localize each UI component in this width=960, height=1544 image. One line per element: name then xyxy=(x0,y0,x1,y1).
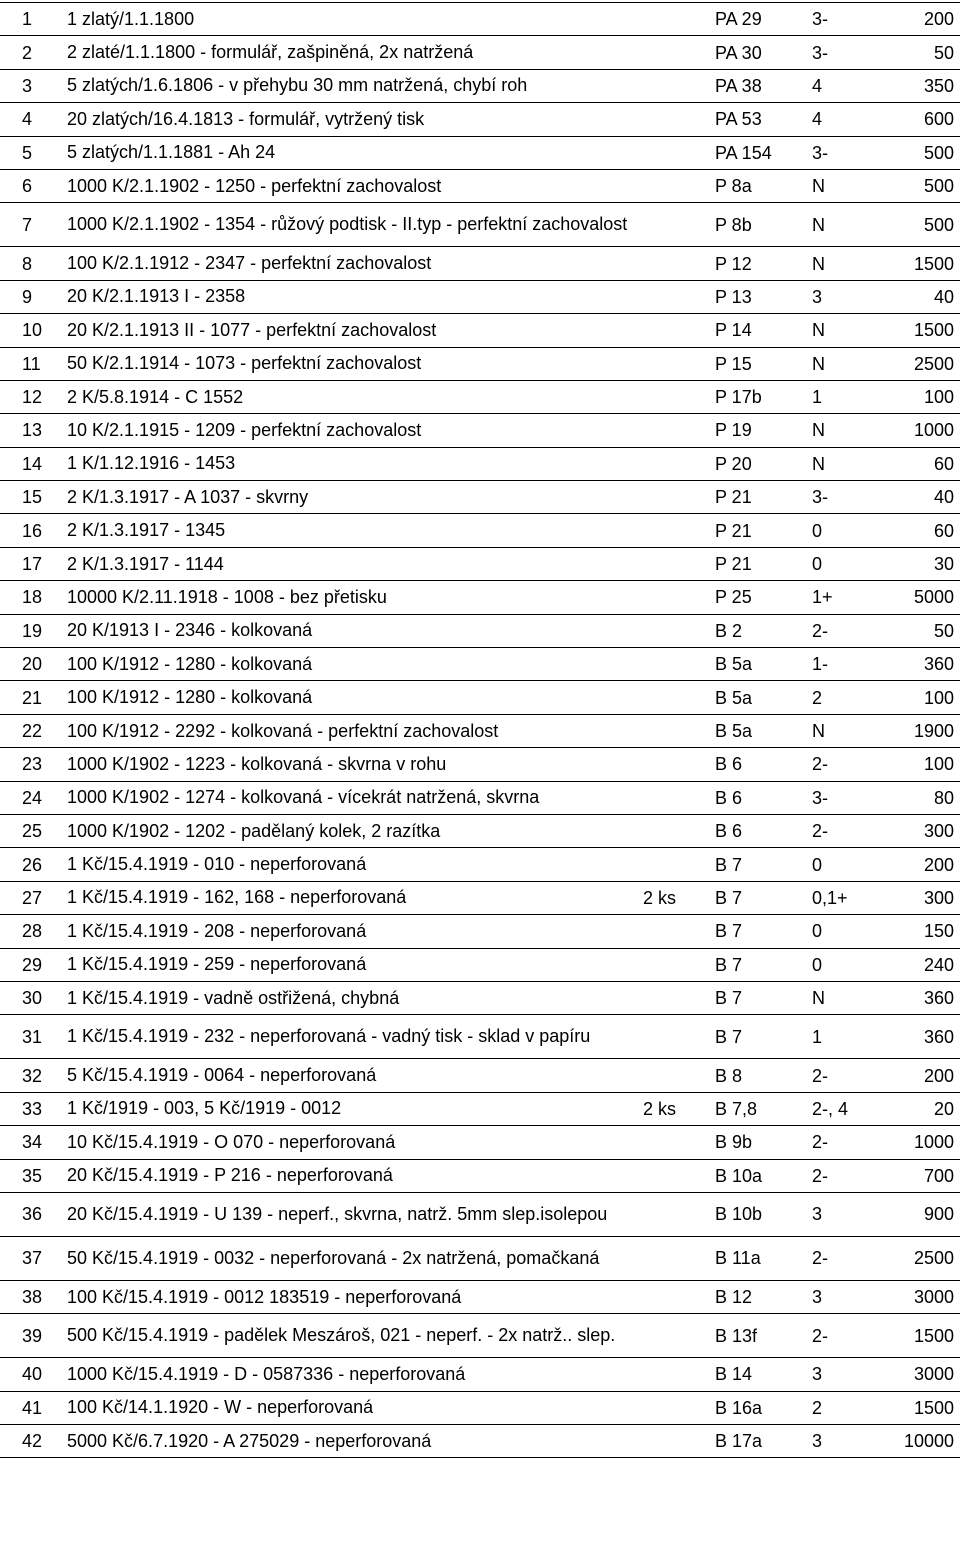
condition-grade: 1 xyxy=(808,380,874,413)
condition-grade: N xyxy=(808,981,874,1014)
condition-grade: 2- xyxy=(808,1159,874,1192)
item-quantity xyxy=(639,1425,711,1458)
item-price: 500 xyxy=(874,136,960,169)
lot-number: 12 xyxy=(0,380,63,413)
catalog-number: B 7 xyxy=(711,981,808,1014)
table-row xyxy=(0,1358,960,1391)
item-quantity xyxy=(639,1236,711,1280)
table-row xyxy=(0,414,960,447)
item-price: 200 xyxy=(874,3,960,36)
item-quantity xyxy=(639,714,711,747)
lot-number: 27 xyxy=(0,881,63,914)
table-row xyxy=(0,169,960,202)
item-description: 2 K/1.3.1917 - A 1037 - skvrny xyxy=(63,481,639,514)
condition-grade: 2 xyxy=(808,681,874,714)
catalog-number: B 17a xyxy=(711,1425,808,1458)
item-description: 100 K/1912 - 2292 - kolkovaná - perfektní zachovalost xyxy=(63,714,639,747)
lot-number: 8 xyxy=(0,247,63,280)
item-price: 10000 xyxy=(874,1425,960,1458)
table-row xyxy=(0,881,960,914)
item-price: 100 xyxy=(874,681,960,714)
item-quantity xyxy=(639,1126,711,1159)
item-description: 1 Kč/15.4.1919 - 010 - neperforovaná xyxy=(63,848,639,881)
item-description: 100 Kč/15.4.1919 - 0012 183519 - neperforovaná xyxy=(63,1280,639,1313)
table-row xyxy=(0,1425,960,1458)
item-description: 20 K/2.1.1913 I - 2358 xyxy=(63,280,639,313)
item-price: 2500 xyxy=(874,1236,960,1280)
item-price: 1900 xyxy=(874,714,960,747)
item-price: 40 xyxy=(874,481,960,514)
table-row xyxy=(0,1236,960,1280)
lot-number: 15 xyxy=(0,481,63,514)
lot-number: 10 xyxy=(0,314,63,347)
lot-number: 25 xyxy=(0,814,63,847)
item-description: 1 K/1.12.1916 - 1453 xyxy=(63,447,639,480)
item-quantity xyxy=(639,948,711,981)
item-price: 200 xyxy=(874,1059,960,1092)
lot-number: 14 xyxy=(0,447,63,480)
lot-number: 33 xyxy=(0,1092,63,1125)
condition-grade: 1 xyxy=(808,1015,874,1059)
condition-grade: 3- xyxy=(808,481,874,514)
table-row xyxy=(0,280,960,313)
item-description: 1000 Kč/15.4.1919 - D - 0587336 - neperforovaná xyxy=(63,1358,639,1391)
item-quantity xyxy=(639,347,711,380)
table-row xyxy=(0,781,960,814)
condition-grade: 0 xyxy=(808,915,874,948)
catalog-number: P 8b xyxy=(711,203,808,247)
lot-number: 35 xyxy=(0,1159,63,1192)
item-quantity: 2 ks xyxy=(639,1092,711,1125)
lot-number: 39 xyxy=(0,1314,63,1358)
item-description: 1 Kč/15.4.1919 - vadně ostřižená, chybná xyxy=(63,981,639,1014)
item-quantity xyxy=(639,1314,711,1358)
catalog-number: B 5a xyxy=(711,681,808,714)
catalog-number: B 16a xyxy=(711,1391,808,1424)
catalog-number: B 6 xyxy=(711,781,808,814)
table-row xyxy=(0,948,960,981)
catalog-number: P 12 xyxy=(711,247,808,280)
table-row xyxy=(0,748,960,781)
lot-number: 5 xyxy=(0,136,63,169)
table-row xyxy=(0,915,960,948)
catalog-number: P 15 xyxy=(711,347,808,380)
item-description: 1000 K/2.1.1902 - 1250 - perfektní zachovalost xyxy=(63,169,639,202)
lot-number: 7 xyxy=(0,203,63,247)
item-price: 1000 xyxy=(874,414,960,447)
item-quantity xyxy=(639,614,711,647)
item-quantity xyxy=(639,314,711,347)
condition-grade: N xyxy=(808,447,874,480)
lot-number: 1 xyxy=(0,3,63,36)
catalog-number: B 13f xyxy=(711,1314,808,1358)
table-row xyxy=(0,347,960,380)
item-price: 300 xyxy=(874,814,960,847)
catalog-number: B 7 xyxy=(711,948,808,981)
banknote-catalog-table xyxy=(0,2,960,1458)
catalog-number: P 19 xyxy=(711,414,808,447)
item-price: 3000 xyxy=(874,1280,960,1313)
item-quantity xyxy=(639,447,711,480)
catalog-number: B 10b xyxy=(711,1192,808,1236)
catalog-number: P 21 xyxy=(711,514,808,547)
lot-number: 41 xyxy=(0,1391,63,1424)
condition-grade: 3 xyxy=(808,1280,874,1313)
item-description: 5 Kč/15.4.1919 - 0064 - neperforovaná xyxy=(63,1059,639,1092)
lot-number: 16 xyxy=(0,514,63,547)
lot-number: 23 xyxy=(0,748,63,781)
item-quantity xyxy=(639,1015,711,1059)
item-description: 5000 Kč/6.7.1920 - A 275029 - neperforovaná xyxy=(63,1425,639,1458)
table-row xyxy=(0,648,960,681)
item-description: 100 K/1912 - 1280 - kolkovaná xyxy=(63,681,639,714)
item-description: 2 K/1.3.1917 - 1345 xyxy=(63,514,639,547)
item-price: 100 xyxy=(874,380,960,413)
catalog-number: B 5a xyxy=(711,648,808,681)
condition-grade: 3- xyxy=(808,136,874,169)
catalog-number: PA 29 xyxy=(711,3,808,36)
condition-grade: N xyxy=(808,203,874,247)
item-quantity xyxy=(639,781,711,814)
condition-grade: 1+ xyxy=(808,581,874,614)
item-price: 300 xyxy=(874,881,960,914)
item-description: 20 K/1913 I - 2346 - kolkovaná xyxy=(63,614,639,647)
item-quantity xyxy=(639,247,711,280)
item-quantity: 2 ks xyxy=(639,881,711,914)
item-quantity xyxy=(639,136,711,169)
item-description: 1000 K/1902 - 1274 - kolkovaná - vícekrát natržená, skvrna xyxy=(63,781,639,814)
condition-grade: 2-, 4 xyxy=(808,1092,874,1125)
item-price: 1500 xyxy=(874,1391,960,1424)
catalog-number: PA 154 xyxy=(711,136,808,169)
condition-grade: 3 xyxy=(808,1425,874,1458)
table-row xyxy=(0,1192,960,1236)
item-price: 1500 xyxy=(874,247,960,280)
catalog-number: P 14 xyxy=(711,314,808,347)
condition-grade: 2- xyxy=(808,814,874,847)
item-price: 50 xyxy=(874,36,960,69)
catalog-number: P 21 xyxy=(711,547,808,580)
item-quantity xyxy=(639,748,711,781)
condition-grade: 3 xyxy=(808,1192,874,1236)
item-price: 100 xyxy=(874,748,960,781)
table-row xyxy=(0,3,960,36)
item-description: 20 zlatých/16.4.1813 - formulář, vytržený tisk xyxy=(63,103,639,136)
catalog-number: P 8a xyxy=(711,169,808,202)
table-row xyxy=(0,547,960,580)
item-price: 5000 xyxy=(874,581,960,614)
item-price: 900 xyxy=(874,1192,960,1236)
item-price: 40 xyxy=(874,280,960,313)
table-row xyxy=(0,1059,960,1092)
table-row xyxy=(0,1159,960,1192)
catalog-number: PA 38 xyxy=(711,69,808,102)
lot-number: 37 xyxy=(0,1236,63,1280)
condition-grade: 3- xyxy=(808,3,874,36)
table-row xyxy=(0,1092,960,1125)
item-price: 600 xyxy=(874,103,960,136)
catalog-number: B 7 xyxy=(711,1015,808,1059)
condition-grade: 2- xyxy=(808,1236,874,1280)
item-quantity xyxy=(639,380,711,413)
catalog-number: B 6 xyxy=(711,748,808,781)
condition-grade: N xyxy=(808,169,874,202)
condition-grade: 4 xyxy=(808,69,874,102)
item-description: 1000 K/2.1.1902 - 1354 - růžový podtisk - II.typ - perfektní zachovalost xyxy=(63,203,639,247)
lot-number: 21 xyxy=(0,681,63,714)
table-row xyxy=(0,514,960,547)
condition-grade: 0 xyxy=(808,547,874,580)
catalog-number: B 11a xyxy=(711,1236,808,1280)
lot-number: 30 xyxy=(0,981,63,1014)
table-row xyxy=(0,36,960,69)
lot-number: 22 xyxy=(0,714,63,747)
table-row xyxy=(0,136,960,169)
item-description: 1 Kč/1919 - 003, 5 Kč/1919 - 0012 xyxy=(63,1092,639,1125)
item-description: 1 Kč/15.4.1919 - 208 - neperforovaná xyxy=(63,915,639,948)
table-row xyxy=(0,848,960,881)
item-quantity xyxy=(639,1159,711,1192)
item-price: 1000 xyxy=(874,1126,960,1159)
catalog-table-body xyxy=(0,3,960,1458)
item-price: 500 xyxy=(874,203,960,247)
item-description: 100 Kč/14.1.1920 - W - neperforovaná xyxy=(63,1391,639,1424)
lot-number: 3 xyxy=(0,69,63,102)
catalog-number: B 8 xyxy=(711,1059,808,1092)
condition-grade: N xyxy=(808,247,874,280)
item-price: 1500 xyxy=(874,314,960,347)
table-row xyxy=(0,1126,960,1159)
condition-grade: 1- xyxy=(808,648,874,681)
item-description: 1000 K/1902 - 1202 - padělaný kolek, 2 razítka xyxy=(63,814,639,847)
item-description: 10000 K/2.11.1918 - 1008 - bez přetisku xyxy=(63,581,639,614)
lot-number: 32 xyxy=(0,1059,63,1092)
item-price: 1500 xyxy=(874,1314,960,1358)
item-price: 3000 xyxy=(874,1358,960,1391)
item-price: 500 xyxy=(874,169,960,202)
item-price: 200 xyxy=(874,848,960,881)
item-description: 100 K/1912 - 1280 - kolkovaná xyxy=(63,648,639,681)
catalog-number: B 7 xyxy=(711,848,808,881)
catalog-number: PA 30 xyxy=(711,36,808,69)
item-quantity xyxy=(639,547,711,580)
catalog-number: B 5a xyxy=(711,714,808,747)
condition-grade: N xyxy=(808,347,874,380)
table-row xyxy=(0,447,960,480)
item-description: 500 Kč/15.4.1919 - padělek Meszároš, 021 - neperf. - 2x natrž.. slep. xyxy=(63,1314,639,1358)
item-quantity xyxy=(639,814,711,847)
table-row xyxy=(0,581,960,614)
lot-number: 36 xyxy=(0,1192,63,1236)
lot-number: 34 xyxy=(0,1126,63,1159)
item-quantity xyxy=(639,1391,711,1424)
item-quantity xyxy=(639,581,711,614)
table-row xyxy=(0,314,960,347)
lot-number: 18 xyxy=(0,581,63,614)
catalog-number: PA 53 xyxy=(711,103,808,136)
table-row xyxy=(0,714,960,747)
lot-number: 42 xyxy=(0,1425,63,1458)
condition-grade: 2- xyxy=(808,1059,874,1092)
table-row xyxy=(0,1015,960,1059)
item-price: 240 xyxy=(874,948,960,981)
lot-number: 9 xyxy=(0,280,63,313)
condition-grade: 4 xyxy=(808,103,874,136)
lot-number: 29 xyxy=(0,948,63,981)
table-row xyxy=(0,614,960,647)
table-row xyxy=(0,681,960,714)
catalog-number: B 7 xyxy=(711,915,808,948)
lot-number: 19 xyxy=(0,614,63,647)
condition-grade: 0 xyxy=(808,848,874,881)
lot-number: 40 xyxy=(0,1358,63,1391)
item-description: 10 K/2.1.1915 - 1209 - perfektní zachovalost xyxy=(63,414,639,447)
item-description: 2 K/5.8.1914 - C 1552 xyxy=(63,380,639,413)
item-quantity xyxy=(639,280,711,313)
item-description: 10 Kč/15.4.1919 - O 070 - neperforovaná xyxy=(63,1126,639,1159)
item-quantity xyxy=(639,1358,711,1391)
catalog-number: B 6 xyxy=(711,814,808,847)
item-description: 1 Kč/15.4.1919 - 232 - neperforovaná - vadný tisk - sklad v papíru xyxy=(63,1015,639,1059)
item-description: 50 Kč/15.4.1919 - 0032 - neperforovaná - 2x natržená, pomačkaná xyxy=(63,1236,639,1280)
item-description: 100 K/2.1.1912 - 2347 - perfektní zachovalost xyxy=(63,247,639,280)
item-quantity xyxy=(639,69,711,102)
condition-grade: 0 xyxy=(808,514,874,547)
table-row xyxy=(0,1391,960,1424)
condition-grade: 2- xyxy=(808,748,874,781)
item-price: 360 xyxy=(874,1015,960,1059)
item-quantity xyxy=(639,36,711,69)
lot-number: 4 xyxy=(0,103,63,136)
lot-number: 31 xyxy=(0,1015,63,1059)
item-description: 20 Kč/15.4.1919 - U 139 - neperf., skvrna, natrž. 5mm slep.isolepou xyxy=(63,1192,639,1236)
table-row xyxy=(0,380,960,413)
catalog-number: B 2 xyxy=(711,614,808,647)
lot-number: 38 xyxy=(0,1280,63,1313)
table-row xyxy=(0,103,960,136)
lot-number: 28 xyxy=(0,915,63,948)
item-quantity xyxy=(639,681,711,714)
table-row xyxy=(0,69,960,102)
item-price: 360 xyxy=(874,981,960,1014)
item-description: 20 Kč/15.4.1919 - P 216 - neperforovaná xyxy=(63,1159,639,1192)
lot-number: 17 xyxy=(0,547,63,580)
item-description: 1000 K/1902 - 1223 - kolkovaná - skvrna v rohu xyxy=(63,748,639,781)
item-quantity xyxy=(639,915,711,948)
item-price: 20 xyxy=(874,1092,960,1125)
item-description: 1 Kč/15.4.1919 - 162, 168 - neperforovaná xyxy=(63,881,639,914)
item-quantity xyxy=(639,981,711,1014)
lot-number: 20 xyxy=(0,648,63,681)
item-description: 2 zlaté/1.1.1800 - formulář, zašpiněná, 2x natržená xyxy=(63,36,639,69)
condition-grade: 2 xyxy=(808,1391,874,1424)
table-row xyxy=(0,481,960,514)
item-price: 50 xyxy=(874,614,960,647)
lot-number: 24 xyxy=(0,781,63,814)
item-quantity xyxy=(639,103,711,136)
condition-grade: 3 xyxy=(808,1358,874,1391)
item-price: 700 xyxy=(874,1159,960,1192)
catalog-number: B 12 xyxy=(711,1280,808,1313)
condition-grade: 0,1+ xyxy=(808,881,874,914)
condition-grade: 3- xyxy=(808,36,874,69)
condition-grade: N xyxy=(808,714,874,747)
item-description: 1 zlatý/1.1.1800 xyxy=(63,3,639,36)
catalog-number: P 13 xyxy=(711,280,808,313)
item-price: 60 xyxy=(874,447,960,480)
lot-number: 13 xyxy=(0,414,63,447)
item-quantity xyxy=(639,848,711,881)
catalog-number: P 17b xyxy=(711,380,808,413)
item-quantity xyxy=(639,169,711,202)
item-price: 30 xyxy=(874,547,960,580)
item-price: 350 xyxy=(874,69,960,102)
table-row xyxy=(0,814,960,847)
catalog-number: B 14 xyxy=(711,1358,808,1391)
item-price: 150 xyxy=(874,915,960,948)
item-description: 20 K/2.1.1913 II - 1077 - perfektní zachovalost xyxy=(63,314,639,347)
item-quantity xyxy=(639,414,711,447)
item-description: 5 zlatých/1.6.1806 - v přehybu 30 mm natržená, chybí roh xyxy=(63,69,639,102)
condition-grade: 2- xyxy=(808,614,874,647)
condition-grade: 2- xyxy=(808,1126,874,1159)
condition-grade: 2- xyxy=(808,1314,874,1358)
item-price: 80 xyxy=(874,781,960,814)
item-price: 360 xyxy=(874,648,960,681)
table-row xyxy=(0,203,960,247)
catalog-number: B 7 xyxy=(711,881,808,914)
table-row xyxy=(0,981,960,1014)
item-quantity xyxy=(639,648,711,681)
item-description: 2 K/1.3.1917 - 1144 xyxy=(63,547,639,580)
lot-number: 11 xyxy=(0,347,63,380)
catalog-number: B 9b xyxy=(711,1126,808,1159)
catalog-number: P 25 xyxy=(711,581,808,614)
lot-number: 6 xyxy=(0,169,63,202)
item-quantity xyxy=(639,1059,711,1092)
catalog-number: B 10a xyxy=(711,1159,808,1192)
item-quantity xyxy=(639,1192,711,1236)
condition-grade: 0 xyxy=(808,948,874,981)
item-price: 60 xyxy=(874,514,960,547)
item-quantity xyxy=(639,481,711,514)
table-row xyxy=(0,247,960,280)
item-description: 50 K/2.1.1914 - 1073 - perfektní zachovalost xyxy=(63,347,639,380)
condition-grade: 3- xyxy=(808,781,874,814)
item-quantity xyxy=(639,514,711,547)
item-quantity xyxy=(639,203,711,247)
condition-grade: N xyxy=(808,314,874,347)
table-row xyxy=(0,1314,960,1358)
catalog-number: P 21 xyxy=(711,481,808,514)
item-description: 5 zlatých/1.1.1881 - Ah 24 xyxy=(63,136,639,169)
item-quantity xyxy=(639,3,711,36)
item-price: 2500 xyxy=(874,347,960,380)
catalog-number: P 20 xyxy=(711,447,808,480)
lot-number: 2 xyxy=(0,36,63,69)
condition-grade: 3 xyxy=(808,280,874,313)
condition-grade: N xyxy=(808,414,874,447)
lot-number: 26 xyxy=(0,848,63,881)
table-row xyxy=(0,1280,960,1313)
item-quantity xyxy=(639,1280,711,1313)
item-description: 1 Kč/15.4.1919 - 259 - neperforovaná xyxy=(63,948,639,981)
catalog-number: B 7,8 xyxy=(711,1092,808,1125)
